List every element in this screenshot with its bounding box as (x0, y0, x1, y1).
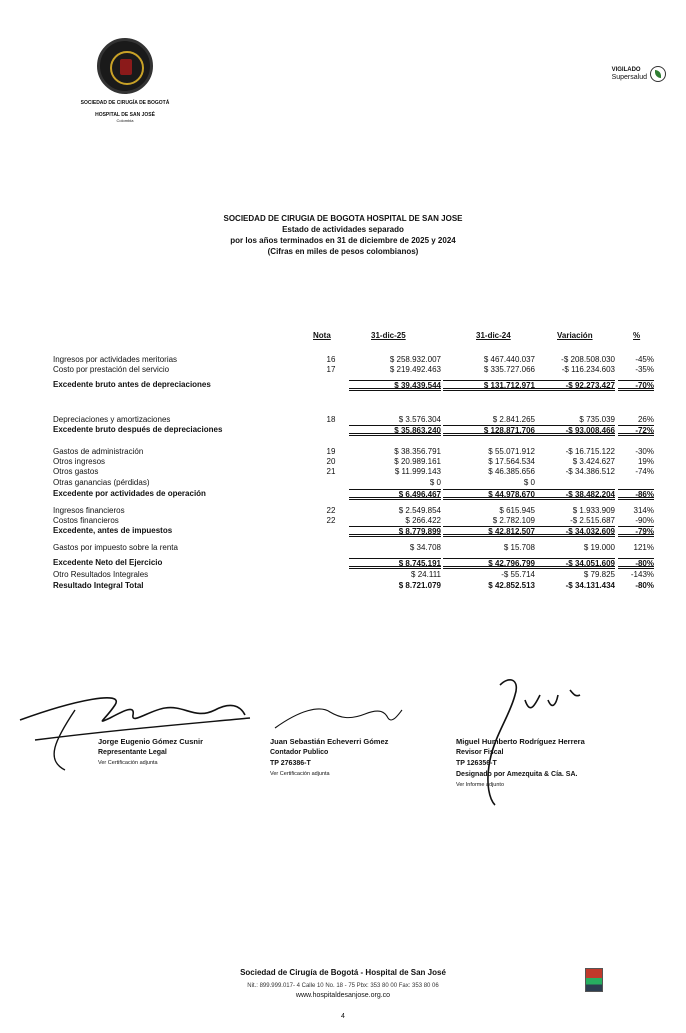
sig-note: Ver Certificación adjunta (98, 760, 158, 766)
row-label: Otras ganancias (pérdidas) (53, 478, 150, 487)
table-row (53, 516, 658, 526)
row-label: Excedente Neto del Ejercicio (53, 558, 163, 567)
table-row (53, 447, 658, 457)
row-percent: -86% (618, 489, 654, 500)
title-line4: (Cifras en miles de pesos colombianos) (267, 247, 419, 256)
row-value-2024: $ 128.871.706 (443, 425, 535, 436)
header-col4: % (633, 331, 641, 340)
row-value-2024: $ 15.708 (503, 543, 535, 552)
row-value-2025: $ 266.422 (405, 516, 441, 525)
supersalud-logo (612, 66, 666, 82)
row-value-2024: $ 42.812.507 (443, 526, 535, 537)
row-value-2025: $ 8.779.899 (349, 526, 441, 537)
table-row (53, 489, 658, 499)
row-nota: 16 (326, 355, 336, 364)
row-value-2025: $ 2.549.854 (398, 506, 441, 515)
row-value-2024: $ 2.782.109 (492, 516, 535, 525)
signature-block-auditor (456, 736, 585, 791)
table-row (53, 558, 658, 568)
row-label: Excedente bruto antes de depreciaciones (53, 380, 211, 389)
row-label: Costo por prestación del servicio (53, 365, 170, 374)
row-variation: $ 1.933.909 (572, 506, 615, 515)
row-percent: 314% (633, 506, 654, 515)
row-value-2024: -$ 55.714 (501, 570, 535, 579)
page-number: 4 (341, 1013, 345, 1020)
row-label: Otros gastos (53, 467, 99, 476)
sig-tp: TP 126356-T (456, 760, 497, 767)
sig-role: Representante Legal (98, 749, 167, 756)
row-nota: 17 (326, 365, 336, 374)
row-label: Excedente por actividades de operación (53, 489, 206, 498)
row-value-2025: $ 20.989.161 (394, 457, 441, 466)
row-label: Excedente, antes de impuestos (53, 526, 173, 535)
footer-website: www.hospitaldesanjose.org.co (295, 992, 391, 999)
row-value-2024: $ 17.564.534 (488, 457, 535, 466)
row-label: Depreciaciones y amortizaciones (53, 415, 171, 424)
row-percent: 19% (637, 457, 654, 466)
row-variation: -$ 38.482.204 (535, 489, 615, 500)
row-percent: 121% (633, 543, 654, 552)
sig-role: Contador Publico (270, 749, 329, 756)
sig-tp: TP 276386-T (270, 760, 311, 767)
footer-logo-icon (585, 968, 603, 992)
row-variation: $ 19.000 (583, 543, 615, 552)
logo-org-city: Colombia (116, 118, 134, 123)
table-row (53, 506, 658, 516)
row-variation: -$ 34.051.609 (535, 558, 615, 569)
row-value-2025: $ 258.932.007 (389, 355, 441, 364)
row-value-2024: $ 2.841.265 (492, 415, 535, 424)
table-row (53, 380, 658, 390)
row-value-2025: $ 8.745.191 (349, 558, 441, 569)
row-percent: -70% (618, 380, 654, 391)
sig-role: Revisor Fiscal (456, 749, 504, 756)
row-value-2024: $ 0 (523, 478, 535, 487)
row-variation: -$ 2.515.687 (570, 516, 615, 525)
row-variation: -$ 16.715.122 (565, 447, 615, 456)
row-value-2025: $ 38.356.791 (394, 447, 441, 456)
row-label: Ingresos por actividades meritorias (53, 355, 178, 364)
table-row (53, 457, 658, 467)
row-value-2025: $ 6.496.467 (349, 489, 441, 500)
title-line3: por los años terminados en 31 de diciembre de 2025 y 2024 (230, 236, 456, 245)
statement-title (0, 213, 686, 257)
row-value-2024: $ 42.852.513 (488, 581, 535, 590)
sig-name: Jorge Eugenio Gómez Cusnir (98, 737, 204, 746)
vigilado-text: VIGILADO (611, 67, 641, 73)
row-value-2025: $ 24.111 (411, 570, 441, 579)
row-variation: $ 79.825 (583, 570, 615, 579)
supersalud-text: Supersalud (611, 74, 647, 81)
table-row (53, 467, 658, 477)
header-col3: Variación (557, 331, 593, 340)
row-percent: -30% (635, 447, 654, 456)
row-nota: 19 (326, 447, 336, 456)
sig-name: Juan Sebastián Echeverri Gómez (270, 737, 389, 746)
row-value-2025: $ 35.863.240 (349, 425, 441, 436)
sig-note: Ver Informe adjunto (456, 782, 505, 788)
row-variation: -$ 93.008.466 (535, 425, 615, 436)
header-col1: 31-dic-25 (371, 331, 406, 340)
row-value-2025: $ 39.439.544 (349, 380, 441, 391)
row-percent: -90% (635, 516, 654, 525)
row-percent: -79% (618, 526, 654, 537)
row-percent: -45% (635, 355, 654, 364)
row-variation: -$ 34.032.609 (535, 526, 615, 537)
logo-org-name: SOCIEDAD DE CIRUGÍA DE BOGOTÁ (80, 100, 170, 106)
row-value-2024: $ 131.712.971 (443, 380, 535, 391)
footer-org: Sociedad de Cirugía de Bogotá - Hospital de San José (240, 968, 446, 977)
table-row (53, 415, 658, 425)
row-label: Otros ingresos (53, 457, 106, 466)
signature-block-legal (98, 736, 203, 769)
row-value-2024: $ 467.440.037 (483, 355, 535, 364)
footer-contact: Nit.: 899.999.017- 4 Calle 10 No. 18 - 75 Pbx: 353 80 00 Fax: 353 80 06 (247, 983, 439, 989)
row-label: Gastos de administración (53, 447, 144, 456)
row-variation: $ 735.039 (579, 415, 615, 424)
row-label: Resultado Integral Total (53, 581, 144, 590)
title-line2: Estado de actividades separado (282, 225, 404, 234)
hospital-seal-icon (97, 38, 153, 94)
row-variation: -$ 34.386.512 (565, 467, 615, 476)
row-value-2025: $ 3.576.304 (398, 415, 441, 424)
row-nota: 22 (326, 506, 336, 515)
table-row (53, 570, 658, 580)
row-label: Gastos por impuesto sobre la renta (53, 543, 178, 552)
table-row (53, 355, 658, 365)
table-row (53, 425, 658, 435)
hospital-logo (70, 38, 180, 123)
row-value-2025: $ 8.721.079 (398, 581, 441, 590)
row-variation: -$ 208.508.030 (561, 355, 615, 364)
row-percent: -72% (618, 425, 654, 436)
table-row (53, 526, 658, 536)
row-percent: -80% (635, 581, 654, 590)
row-value-2024: $ 42.796.799 (443, 558, 535, 569)
row-nota: 22 (326, 516, 336, 525)
row-percent: -143% (630, 570, 654, 579)
table-row (53, 478, 658, 488)
table-row (53, 365, 658, 375)
sig-note: Ver Certificación adjunta (270, 771, 330, 777)
row-label: Excedente bruto después de depreciaciones (53, 425, 223, 434)
row-percent: -35% (635, 365, 654, 374)
row-nota: 18 (326, 415, 336, 424)
header-nota: Nota (313, 331, 331, 340)
row-variation: -$ 116.234.603 (561, 365, 615, 374)
row-value-2024: $ 44.978.670 (443, 489, 535, 500)
signature-block-accountant (270, 736, 388, 780)
page-footer (0, 968, 686, 999)
row-percent: -74% (635, 467, 654, 476)
row-value-2024: $ 46.385.656 (488, 467, 535, 476)
row-value-2024: $ 335.727.066 (483, 365, 535, 374)
table-row (53, 581, 658, 591)
sig-name: Miguel Humberto Rodríguez Herrera (456, 737, 585, 746)
row-label: Ingresos financieros (53, 506, 125, 515)
row-nota: 20 (326, 457, 336, 466)
row-variation: -$ 34.131.434 (565, 581, 615, 590)
row-percent: -80% (618, 558, 654, 569)
row-variation: -$ 92.273.427 (535, 380, 615, 391)
row-nota: 21 (326, 467, 336, 476)
row-value-2025: $ 219.492.463 (389, 365, 441, 374)
row-label: Otro Resultados Integrales (53, 570, 149, 579)
row-label: Costos financieros (53, 516, 119, 525)
row-variation: $ 3.424.627 (572, 457, 615, 466)
sig-extra: Designado por Amezquita & Cía. SA. (456, 771, 578, 778)
header-col2: 31-dic-24 (476, 331, 511, 340)
table-row (53, 543, 658, 553)
row-value-2025: $ 34.708 (409, 543, 441, 552)
supersalud-leaf-icon (650, 66, 666, 82)
row-value-2024: $ 55.071.912 (488, 447, 535, 456)
row-value-2025: $ 11.999.143 (394, 467, 441, 476)
row-value-2024: $ 615.945 (499, 506, 535, 515)
row-percent: 26% (637, 415, 654, 424)
accountant-signature-icon (270, 700, 410, 735)
logo-org-name2: HOSPITAL DE SAN JOSÉ (95, 112, 155, 118)
title-line1: SOCIEDAD DE CIRUGIA DE BOGOTA HOSPITAL DE SAN JOSE (223, 214, 463, 223)
row-value-2025: $ 0 (429, 478, 441, 487)
